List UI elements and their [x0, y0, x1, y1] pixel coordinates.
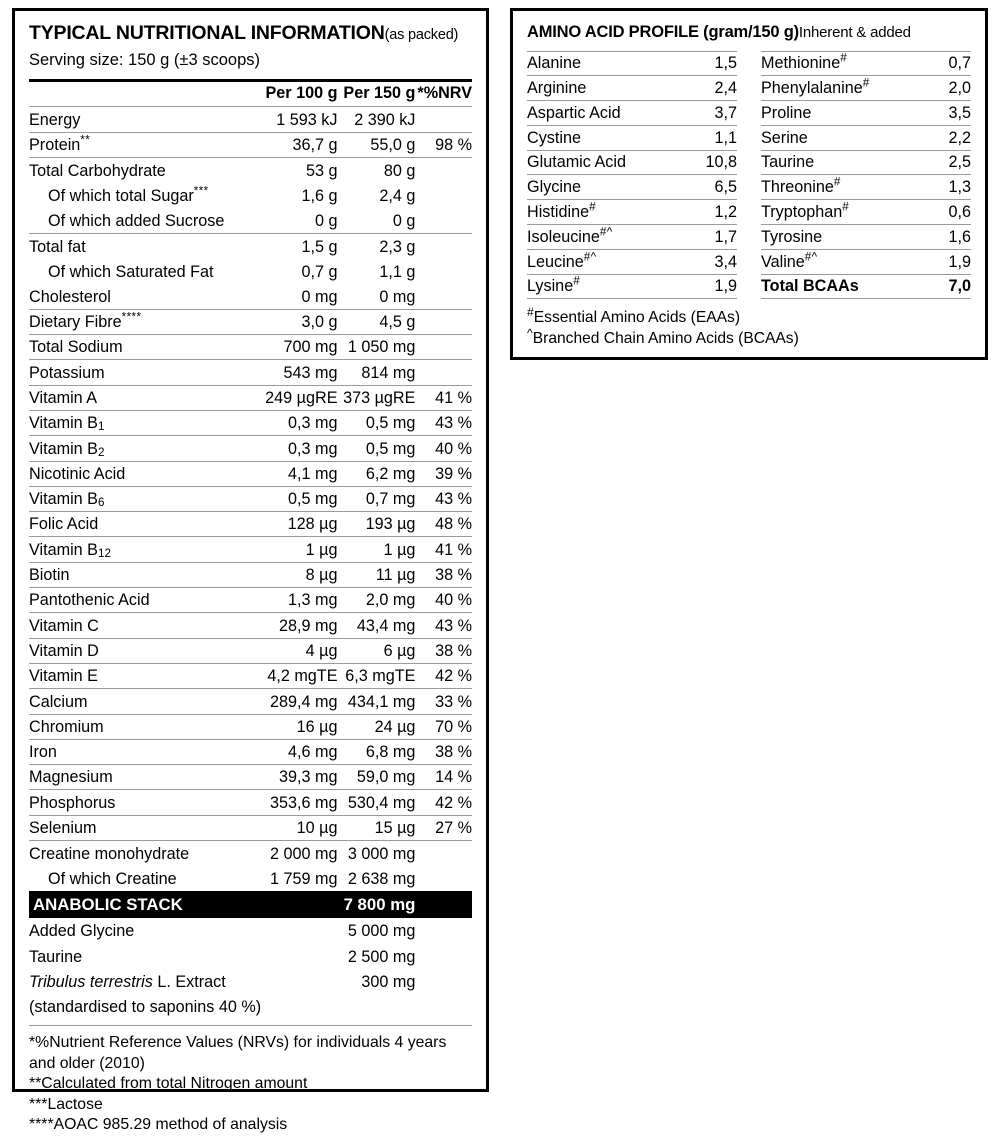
value-per-150g: 1 µg	[340, 537, 418, 562]
footnote-marker: ***	[193, 184, 209, 198]
value-per-150g: 55,0 g	[340, 132, 418, 157]
amino-acid-name: Alanine	[527, 51, 686, 76]
nutrition-row	[29, 512, 472, 537]
amino-note-text: Branched Chain Amino Acids (BCAAs)	[532, 330, 799, 348]
amino-row	[761, 76, 971, 101]
footnote-line: ***Lactose	[29, 1095, 103, 1113]
value-nrv: 41 %	[417, 537, 472, 562]
value-nrv: 48 %	[417, 512, 472, 537]
value-per-100g: 36,7 g	[261, 132, 339, 157]
value-per-150g: 24 µg	[340, 714, 418, 739]
nutrient-name: Of which total Sugar***	[48, 184, 209, 206]
nutrition-row	[29, 815, 472, 840]
value-per-100g: 1,5 g	[261, 233, 339, 258]
nutrient-name: Energy	[29, 107, 261, 132]
value-nrv: 70 %	[417, 714, 472, 739]
amino-row	[527, 150, 737, 175]
amino-marker: #	[842, 200, 850, 214]
nutrient-name: Total Carbohydrate	[29, 158, 261, 183]
nutrient-name: Of which added Sucrose	[48, 211, 225, 230]
nutrient-name: Phosphorus	[29, 790, 261, 815]
amino-row	[527, 200, 737, 225]
serving-size-text: Serving size: 150 g (±3 scoops)	[29, 51, 260, 70]
amino-row	[527, 101, 737, 126]
nutrition-row	[29, 739, 472, 764]
value-per-150g: 6,8 mg	[340, 739, 418, 764]
nutrient-name: Vitamin D	[29, 638, 261, 663]
nutrition-row	[29, 841, 472, 866]
nutrition-row	[29, 385, 472, 410]
value-nrv: 14 %	[417, 765, 472, 790]
nutrition-row	[29, 663, 472, 688]
column-header-name	[29, 82, 261, 107]
amino-marker: #^	[599, 225, 613, 239]
nutrition-row	[29, 765, 472, 790]
amino-acid-value: 10,8	[686, 150, 737, 175]
nutrient-name: Protein**	[29, 132, 261, 157]
value-per-150g: 193 µg	[340, 512, 418, 537]
amino-table-left	[527, 51, 737, 300]
value-per-100g: 10 µg	[261, 815, 339, 840]
value-nrv	[417, 259, 472, 284]
nutrient-name: Vitamin $B_6$	[29, 486, 261, 511]
nutrition-row	[29, 132, 472, 157]
nutrient-name: Total fat	[29, 233, 261, 258]
amino-acid-name: Cystine	[527, 125, 686, 150]
amino-title-suffix: Inherent & added	[798, 24, 911, 41]
amino-acid-value: 1,9	[935, 249, 971, 274]
nutrient-name: Magnesium	[29, 765, 261, 790]
amino-row	[527, 175, 737, 200]
value-per-150g: 2,3 g	[340, 233, 418, 258]
anabolic-item-amount: 300 mg	[361, 973, 416, 992]
value-per-100g: 1 593 kJ	[261, 107, 339, 132]
nutrition-table	[29, 79, 472, 1019]
nutrient-name: Calcium	[29, 689, 261, 714]
amino-acid-name: Proline	[761, 101, 935, 126]
nutrient-name: Potassium	[29, 360, 261, 385]
value-nrv	[417, 233, 472, 258]
amino-acid-name: Lysine#	[527, 274, 686, 299]
amino-row	[761, 125, 971, 150]
value-per-100g: 28,9 mg	[261, 613, 339, 638]
value-per-100g: 53 g	[261, 158, 339, 183]
value-per-150g: 0,5 mg	[340, 436, 418, 461]
amino-acid-name: Total BCAAs	[761, 274, 935, 299]
nutrition-row	[29, 588, 472, 613]
amino-acid-name: Glutamic Acid	[527, 150, 686, 175]
nutrient-name: Vitamin $B_{12}$	[29, 537, 261, 562]
amino-acid-value: 2,0	[935, 76, 971, 101]
nutrition-title-text: TYPICAL NUTRITIONAL INFORMATION	[29, 22, 385, 44]
nutrition-row	[29, 208, 472, 233]
amino-note-text: Essential Amino Acids (EAAs)	[533, 309, 741, 327]
amino-acid-name: Isoleucine#^	[527, 225, 686, 250]
vitamin-subscript: 1	[97, 420, 105, 434]
amino-acid-value: 1,5	[686, 51, 737, 76]
amino-acid-value: 0,7	[935, 51, 971, 76]
amino-marker: #	[833, 175, 841, 189]
value-per-150g: 2 390 kJ	[340, 107, 418, 132]
nutrient-name: Vitamin $B_1$	[29, 411, 261, 436]
value-per-150g: 80 g	[340, 158, 418, 183]
nutrition-row	[29, 309, 472, 334]
value-per-150g: 2,0 mg	[340, 588, 418, 613]
value-nrv	[417, 841, 472, 866]
nutrition-row	[29, 613, 472, 638]
nutrition-row	[29, 183, 472, 208]
nutrition-row	[29, 714, 472, 739]
amino-marker: #	[840, 51, 848, 65]
nutrition-row	[29, 411, 472, 436]
value-per-150g: 43,4 mg	[340, 613, 418, 638]
anabolic-item-blank	[261, 994, 339, 1019]
value-nrv: 40 %	[417, 588, 472, 613]
value-per-150g: 1 050 mg	[340, 335, 418, 360]
value-per-100g: 39,3 mg	[261, 765, 339, 790]
value-per-100g: 0,3 mg	[261, 411, 339, 436]
value-per-100g: 353,6 mg	[261, 790, 339, 815]
amino-marker: #	[573, 275, 581, 289]
nutrition-row	[29, 638, 472, 663]
value-per-100g: 1,6 g	[301, 187, 338, 206]
amino-row	[761, 200, 971, 225]
value-per-150g: 15 µg	[340, 815, 418, 840]
amino-row	[527, 225, 737, 250]
amino-acid-name: Leucine#^	[527, 249, 686, 274]
nutrient-name: Biotin	[29, 562, 261, 587]
amino-acid-value: 3,4	[686, 249, 737, 274]
nutrient-name: Iron	[29, 739, 261, 764]
nutrition-row	[29, 107, 472, 132]
amino-row	[527, 249, 737, 274]
value-nrv	[417, 866, 472, 891]
amino-marker: #	[589, 200, 596, 214]
value-per-100g: 0 g	[314, 211, 338, 230]
anabolic-stack-item-row	[29, 943, 472, 968]
amino-acid-value: 1,2	[686, 200, 737, 225]
value-nrv: 39 %	[417, 461, 472, 486]
amino-marker: #^	[804, 250, 818, 264]
value-nrv	[417, 208, 472, 233]
value-nrv: 42 %	[417, 790, 472, 815]
amino-acid-value: 7,0	[935, 274, 971, 299]
value-per-100g: 2 000 mg	[261, 841, 339, 866]
anabolic-item-blank	[261, 918, 339, 943]
nutrition-row	[29, 562, 472, 587]
footnote-line: **Calculated from total Nitrogen amount	[29, 1075, 308, 1093]
amino-row	[527, 274, 737, 299]
value-nrv	[417, 158, 472, 183]
nutrition-row	[29, 436, 472, 461]
value-nrv: 42 %	[417, 663, 472, 688]
anabolic-stack-item-name: Tribulus terrestris L. Extract	[29, 973, 226, 992]
value-nrv: 41 %	[417, 385, 472, 410]
nutrient-name: Folic Acid	[29, 512, 261, 537]
typical-nutritional-information-panel	[12, 8, 489, 1134]
value-per-100g: 3,0 g	[261, 309, 339, 334]
anabolic-item-amount: 2 500 mg	[347, 947, 416, 966]
amino-note-marker: ^	[527, 325, 533, 340]
amino-columns	[527, 51, 971, 300]
value-per-100g: 4 µg	[261, 638, 339, 663]
amino-row	[527, 125, 737, 150]
nutrient-name: Chromium	[29, 714, 261, 739]
nutrition-row	[29, 461, 472, 486]
anabolic-stack-nrv	[417, 891, 472, 918]
amino-row	[761, 150, 971, 175]
value-nrv: 98 %	[417, 132, 472, 157]
anabolic-stack-item-row	[29, 969, 472, 994]
nutrient-name: Vitamin C	[29, 613, 261, 638]
value-per-100g: 8 µg	[261, 562, 339, 587]
value-per-100g: 0,5 mg	[261, 486, 339, 511]
value-per-150g: 0 g	[392, 211, 416, 230]
nutrient-name: Of which Saturated Fat	[48, 263, 214, 282]
value-nrv	[417, 360, 472, 385]
column-header-nrv: *%NRV	[417, 84, 472, 103]
nutrient-name: Of which Creatine	[48, 870, 177, 889]
amino-column-left	[527, 51, 737, 300]
nutrient-name: Pantothenic Acid	[29, 588, 261, 613]
amino-notes	[527, 305, 971, 349]
nutrition-row	[29, 284, 472, 309]
value-per-150g: 1,1 g	[379, 263, 416, 282]
value-per-150g: 0,7 mg	[340, 486, 418, 511]
value-nrv	[417, 107, 472, 132]
amino-table-right	[761, 51, 971, 300]
anabolic-stack-item-name: Taurine	[29, 947, 83, 966]
value-per-100g: 0,3 mg	[261, 436, 339, 461]
amino-acid-value: 1,1	[686, 125, 737, 150]
amino-acid-value: 2,4	[686, 76, 737, 101]
nutrient-name: Total Sodium	[29, 335, 261, 360]
amino-row	[527, 76, 737, 101]
nutrient-name: Vitamin E	[29, 663, 261, 688]
value-per-100g: 543 mg	[261, 360, 339, 385]
nutrition-table-header-row	[29, 82, 472, 107]
amino-acid-name: Phenylalanine#	[761, 76, 935, 101]
value-per-150g: 3 000 mg	[340, 841, 418, 866]
anabolic-stack-item-row	[29, 918, 472, 943]
value-per-150g: 0,5 mg	[340, 411, 418, 436]
anabolic-stack-row	[29, 891, 472, 918]
amino-acid-name: Taurine	[761, 150, 935, 175]
amino-acid-name: Threonine#	[761, 175, 935, 200]
value-nrv	[417, 284, 472, 309]
anabolic-item-nrv	[417, 918, 472, 943]
value-nrv	[417, 309, 472, 334]
amino-title-text: AMINO ACID PROFILE (gram/150 g)	[527, 23, 799, 41]
nutrient-name: Selenium	[29, 815, 261, 840]
anabolic-stack-item-name: Added Glycine	[29, 922, 135, 941]
value-per-150g: 4,5 g	[340, 309, 418, 334]
value-nrv: 43 %	[417, 486, 472, 511]
value-per-100g: 700 mg	[261, 335, 339, 360]
amino-acid-name: Glycine	[527, 175, 686, 200]
amino-acid-value: 1,3	[935, 175, 971, 200]
amino-acid-value: 1,7	[686, 225, 737, 250]
vitamin-subscript: 6	[97, 496, 105, 510]
amino-acid-name: Methionine#	[761, 51, 935, 76]
amino-note-line	[527, 305, 971, 329]
nutrient-name: Creatine monohydrate	[29, 841, 261, 866]
nutrient-name: Vitamin A	[29, 385, 261, 410]
value-nrv: 33 %	[417, 689, 472, 714]
anabolic-item-amount: 5 000 mg	[347, 922, 416, 941]
value-nrv: 27 %	[417, 815, 472, 840]
amino-acid-value: 6,5	[686, 175, 737, 200]
nutrition-title-suffix: (as packed)	[384, 27, 459, 43]
amino-note-line	[527, 325, 971, 350]
value-per-150g: 2 638 mg	[347, 870, 416, 889]
anabolic-stack-label: ANABOLIC STACK	[29, 891, 261, 918]
nutrition-row	[29, 158, 472, 183]
amino-acid-value: 1,9	[686, 274, 737, 299]
value-nrv	[417, 335, 472, 360]
nutrient-name: Nicotinic Acid	[29, 461, 261, 486]
amino-acid-value: 0,6	[935, 200, 971, 225]
anabolic-item-nrv	[417, 969, 472, 994]
value-per-150g: 814 mg	[340, 360, 418, 385]
amino-acid-name: Tryptophan#	[761, 200, 935, 225]
amino-acid-value: 3,5	[935, 101, 971, 126]
amino-acid-name: Serine	[761, 125, 935, 150]
value-per-100g: 249 µgRE	[261, 385, 339, 410]
value-nrv	[417, 183, 472, 208]
value-per-150g: 434,1 mg	[340, 689, 418, 714]
amino-column-right	[761, 51, 971, 300]
anabolic-stack-per-100g	[261, 891, 339, 918]
value-per-100g: 4,1 mg	[261, 461, 339, 486]
nutrient-name: Cholesterol	[29, 287, 111, 306]
amino-panel-title	[527, 23, 971, 42]
anabolic-item-nrv	[417, 943, 472, 968]
nutrition-panel-title	[29, 23, 472, 44]
value-per-150g: 6,2 mg	[340, 461, 418, 486]
footnote-line: *%Nutrient Reference Values (NRVs) for individuals 4 years and older (2010)	[29, 1034, 447, 1072]
amino-row	[761, 175, 971, 200]
value-per-150g: 2,4 g	[379, 187, 416, 206]
value-nrv: 38 %	[417, 638, 472, 663]
amino-acid-profile-panel	[510, 8, 988, 360]
nutrient-name: Dietary Fibre****	[29, 309, 261, 334]
amino-row	[761, 101, 971, 126]
amino-acid-name: Aspartic Acid	[527, 101, 686, 126]
amino-total-row	[761, 274, 971, 299]
footnote-marker: **	[80, 133, 91, 147]
value-per-150g: 530,4 mg	[340, 790, 418, 815]
anabolic-stack-item-row	[29, 994, 472, 1019]
anabolic-stack-per-150g: 7 800 mg	[340, 891, 418, 918]
value-per-150g: 59,0 mg	[340, 765, 418, 790]
amino-acid-name: Tyrosine	[761, 225, 935, 250]
amino-acid-value: 2,5	[935, 150, 971, 175]
value-nrv: 40 %	[417, 436, 472, 461]
anabolic-stack-item-name: (standardised to saponins 40 %)	[29, 998, 262, 1017]
anabolic-item-nrv	[417, 994, 472, 1019]
amino-row	[527, 51, 737, 76]
footnote-line: ****AOAC 985.29 method of analysis	[29, 1116, 288, 1134]
nutrient-name: Vitamin $B_2$	[29, 436, 261, 461]
amino-row	[761, 51, 971, 76]
value-per-100g: 1 µg	[261, 537, 339, 562]
nutrition-row	[29, 486, 472, 511]
nutrition-row	[29, 537, 472, 562]
nutrition-row	[29, 360, 472, 385]
amino-acid-value: 1,6	[935, 225, 971, 250]
amino-marker: #^	[583, 250, 597, 264]
nutrition-footnotes	[29, 1025, 472, 1136]
nutrition-row	[29, 335, 472, 360]
value-nrv: 43 %	[417, 411, 472, 436]
vitamin-subscript: 2	[97, 445, 105, 459]
nutrition-row	[29, 259, 472, 284]
value-per-100g: 16 µg	[261, 714, 339, 739]
value-per-100g: 0 mg	[301, 287, 338, 306]
value-per-100g: 4,6 mg	[261, 739, 339, 764]
amino-acid-value: 2,2	[935, 125, 971, 150]
anabolic-item-blank	[261, 969, 339, 994]
value-per-100g: 128 µg	[261, 512, 339, 537]
amino-acid-name: Histidine#	[527, 200, 686, 225]
amino-marker: #	[862, 76, 870, 90]
vitamin-subscript: 12	[97, 546, 111, 560]
footnote-marker: ****	[121, 310, 142, 324]
nutrition-row	[29, 689, 472, 714]
value-nrv: 38 %	[417, 739, 472, 764]
value-nrv: 43 %	[417, 613, 472, 638]
column-header-per-100g: Per 100 g	[265, 84, 338, 103]
value-per-150g: 0 mg	[379, 287, 416, 306]
anabolic-item-blank	[261, 943, 339, 968]
amino-row	[761, 249, 971, 274]
amino-note-marker: #	[527, 305, 534, 320]
value-nrv: 38 %	[417, 562, 472, 587]
value-per-100g: 1 759 mg	[270, 870, 338, 889]
value-per-150g: 6,3 mgTE	[340, 663, 418, 688]
value-per-100g: 0,7 g	[301, 263, 338, 282]
value-per-100g: 1,3 mg	[261, 588, 339, 613]
amino-row	[761, 225, 971, 250]
value-per-150g: 373 µgRE	[340, 385, 418, 410]
amino-acid-name: Arginine	[527, 76, 686, 101]
amino-acid-name: Valine#^	[761, 249, 935, 274]
nutrition-row	[29, 866, 472, 891]
amino-acid-value: 3,7	[686, 101, 737, 126]
value-per-150g: 6 µg	[340, 638, 418, 663]
anabolic-item-amount	[340, 994, 418, 1019]
value-per-150g: 11 µg	[340, 562, 418, 587]
value-per-100g: 289,4 mg	[261, 689, 339, 714]
column-header-per-150g: Per 150 g	[343, 84, 416, 103]
value-per-100g: 4,2 mgTE	[261, 663, 339, 688]
nutrition-row	[29, 790, 472, 815]
nutrition-row	[29, 233, 472, 258]
